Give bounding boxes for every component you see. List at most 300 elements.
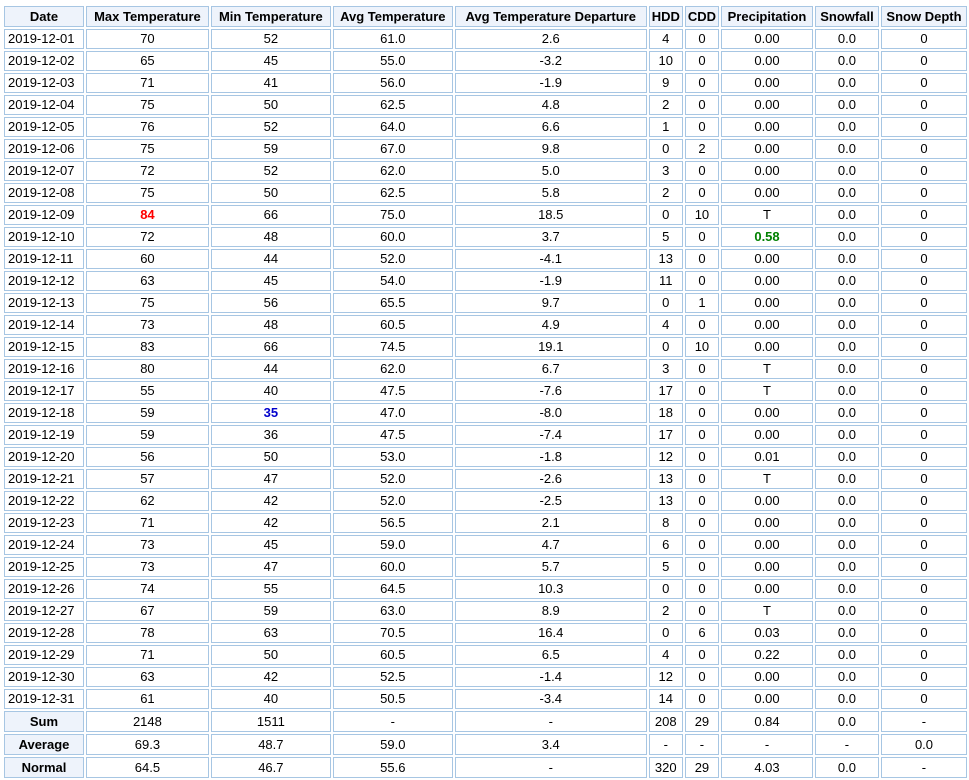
summary-hdd: 208: [649, 711, 683, 732]
cell-min-temperature: 47: [211, 557, 331, 577]
table-row: [4, 579, 967, 599]
cell-avg-temperature: 56.0: [333, 73, 453, 93]
cell-min-temperature: 40: [211, 381, 331, 401]
cell-avg-temperature: 70.5: [333, 623, 453, 643]
cell-max-temperature: 72: [86, 161, 209, 181]
cell-avg-temperature-departure: -7.4: [455, 425, 647, 445]
summary-hdd: 320: [649, 757, 683, 778]
cell-cdd: 0: [685, 29, 719, 49]
cell-hdd: 3: [649, 161, 683, 181]
cell-max-temperature: 84: [86, 205, 209, 225]
cell-snow-depth: 0: [881, 161, 967, 181]
cell-min-temperature: 35: [211, 403, 331, 423]
cell-avg-temperature: 52.0: [333, 491, 453, 511]
cell-precipitation: 0.00: [721, 249, 813, 269]
header-min-temperature: Min Temperature: [211, 6, 331, 27]
cell-cdd: 0: [685, 381, 719, 401]
cell-precipitation: 0.00: [721, 29, 813, 49]
cell-hdd: 10: [649, 51, 683, 71]
table-row: [4, 491, 967, 511]
cell-snow-depth: 0: [881, 689, 967, 709]
cell-cdd: 6: [685, 623, 719, 643]
cell-avg-temperature-departure: 6.7: [455, 359, 647, 379]
cell-date: 2019-12-14: [4, 315, 84, 335]
cell-min-temperature: 52: [211, 29, 331, 49]
cell-snow-depth: 0: [881, 227, 967, 247]
cell-avg-temperature-departure: 9.8: [455, 139, 647, 159]
cell-snow-depth: 0: [881, 381, 967, 401]
cell-snow-depth: 0: [881, 623, 967, 643]
cell-date: 2019-12-07: [4, 161, 84, 181]
cell-avg-temperature-departure: 9.7: [455, 293, 647, 313]
cell-avg-temperature-departure: -3.2: [455, 51, 647, 71]
cell-min-temperature: 52: [211, 161, 331, 181]
cell-min-temperature: 59: [211, 601, 331, 621]
cell-date: 2019-12-25: [4, 557, 84, 577]
cell-precipitation: 0.00: [721, 271, 813, 291]
summary-precipitation: 0.84: [721, 711, 813, 732]
cell-precipitation: T: [721, 359, 813, 379]
cell-precipitation: 0.00: [721, 579, 813, 599]
header-avg-temperature: Avg Temperature: [333, 6, 453, 27]
table-row: [4, 117, 967, 137]
cell-snowfall: 0.0: [815, 557, 879, 577]
summary-snow-depth: -: [881, 757, 967, 778]
summary-precipitation: 4.03: [721, 757, 813, 778]
summary-label: Normal: [4, 757, 84, 778]
cell-cdd: 1: [685, 293, 719, 313]
cell-hdd: 2: [649, 601, 683, 621]
cell-snowfall: 0.0: [815, 315, 879, 335]
cell-snow-depth: 0: [881, 51, 967, 71]
table-row: [4, 535, 967, 555]
cell-avg-temperature: 64.0: [333, 117, 453, 137]
header-snow-depth: Snow Depth: [881, 6, 967, 27]
cell-avg-temperature-departure: 5.7: [455, 557, 647, 577]
cell-avg-temperature-departure: -1.9: [455, 73, 647, 93]
cell-avg-temperature: 47.5: [333, 381, 453, 401]
table-row: [4, 403, 967, 423]
header-avg-temperature-departure: Avg Temperature Departure: [455, 6, 647, 27]
cell-snowfall: 0.0: [815, 139, 879, 159]
cell-snowfall: 0.0: [815, 249, 879, 269]
summary-snow-depth: -: [881, 711, 967, 732]
cell-precipitation: T: [721, 381, 813, 401]
cell-snow-depth: 0: [881, 645, 967, 665]
cell-max-temperature: 63: [86, 667, 209, 687]
cell-snow-depth: 0: [881, 315, 967, 335]
cell-avg-temperature: 62.5: [333, 183, 453, 203]
cell-snow-depth: 0: [881, 579, 967, 599]
cell-date: 2019-12-02: [4, 51, 84, 71]
cell-avg-temperature-departure: 18.5: [455, 205, 647, 225]
cell-hdd: 2: [649, 95, 683, 115]
table-row: [4, 315, 967, 335]
cell-date: 2019-12-22: [4, 491, 84, 511]
cell-cdd: 0: [685, 513, 719, 533]
cell-avg-temperature-departure: -8.0: [455, 403, 647, 423]
summary-hdd: -: [649, 734, 683, 755]
cell-min-temperature: 42: [211, 667, 331, 687]
cell-max-temperature: 55: [86, 381, 209, 401]
cell-date: 2019-12-27: [4, 601, 84, 621]
cell-avg-temperature: 62.0: [333, 359, 453, 379]
table-row: [4, 139, 967, 159]
cell-date: 2019-12-15: [4, 337, 84, 357]
cell-avg-temperature: 60.0: [333, 557, 453, 577]
table-header-row: [4, 6, 967, 27]
cell-min-temperature: 45: [211, 51, 331, 71]
cell-snowfall: 0.0: [815, 73, 879, 93]
cell-max-temperature: 70: [86, 29, 209, 49]
cell-precipitation: 0.00: [721, 293, 813, 313]
cell-snow-depth: 0: [881, 447, 967, 467]
table-row: [4, 513, 967, 533]
cell-hdd: 0: [649, 623, 683, 643]
summary-max-temperature: 2148: [86, 711, 209, 732]
table-row: [4, 271, 967, 291]
cell-snow-depth: 0: [881, 139, 967, 159]
cell-precipitation: 0.03: [721, 623, 813, 643]
cell-date: 2019-12-16: [4, 359, 84, 379]
summary-label: Sum: [4, 711, 84, 732]
cell-min-temperature: 41: [211, 73, 331, 93]
cell-date: 2019-12-20: [4, 447, 84, 467]
table-row: [4, 183, 967, 203]
cell-snowfall: 0.0: [815, 51, 879, 71]
cell-precipitation: 0.00: [721, 513, 813, 533]
cell-snow-depth: 0: [881, 469, 967, 489]
summary-avg-temperature-departure: 3.4: [455, 734, 647, 755]
cell-hdd: 0: [649, 139, 683, 159]
cell-date: 2019-12-24: [4, 535, 84, 555]
table-row: [4, 623, 967, 643]
cell-date: 2019-12-01: [4, 29, 84, 49]
table-row: [4, 645, 967, 665]
cell-precipitation: 0.00: [721, 139, 813, 159]
cell-precipitation: 0.00: [721, 337, 813, 357]
table-row: [4, 601, 967, 621]
cell-min-temperature: 42: [211, 513, 331, 533]
cell-hdd: 6: [649, 535, 683, 555]
cell-hdd: 2: [649, 183, 683, 203]
cell-snowfall: 0.0: [815, 579, 879, 599]
cell-avg-temperature-departure: 2.1: [455, 513, 647, 533]
cell-snowfall: 0.0: [815, 689, 879, 709]
cell-max-temperature: 72: [86, 227, 209, 247]
cell-hdd: 12: [649, 447, 683, 467]
header-date: Date: [4, 6, 84, 27]
cell-cdd: 0: [685, 601, 719, 621]
cell-avg-temperature-departure: 4.7: [455, 535, 647, 555]
cell-hdd: 5: [649, 557, 683, 577]
cell-snow-depth: 0: [881, 337, 967, 357]
cell-snowfall: 0.0: [815, 623, 879, 643]
cell-hdd: 0: [649, 337, 683, 357]
cell-cdd: 0: [685, 447, 719, 467]
cell-date: 2019-12-05: [4, 117, 84, 137]
cell-snowfall: 0.0: [815, 491, 879, 511]
cell-snow-depth: 0: [881, 271, 967, 291]
cell-snow-depth: 0: [881, 95, 967, 115]
cell-hdd: 4: [649, 29, 683, 49]
cell-avg-temperature-departure: 19.1: [455, 337, 647, 357]
summary-max-temperature: 64.5: [86, 757, 209, 778]
cell-snow-depth: 0: [881, 667, 967, 687]
cell-snow-depth: 0: [881, 117, 967, 137]
cell-snow-depth: 0: [881, 183, 967, 203]
cell-cdd: 2: [685, 139, 719, 159]
cell-cdd: 0: [685, 469, 719, 489]
table-row: [4, 359, 967, 379]
cell-precipitation: 0.00: [721, 51, 813, 71]
cell-cdd: 0: [685, 579, 719, 599]
cell-max-temperature: 59: [86, 425, 209, 445]
cell-min-temperature: 36: [211, 425, 331, 445]
cell-avg-temperature-departure: -1.9: [455, 271, 647, 291]
summary-row: [4, 711, 967, 732]
cell-snowfall: 0.0: [815, 95, 879, 115]
cell-min-temperature: 66: [211, 337, 331, 357]
cell-avg-temperature: 75.0: [333, 205, 453, 225]
cell-min-temperature: 48: [211, 315, 331, 335]
cell-hdd: 18: [649, 403, 683, 423]
cell-avg-temperature: 54.0: [333, 271, 453, 291]
cell-min-temperature: 45: [211, 271, 331, 291]
cell-avg-temperature-departure: -1.4: [455, 667, 647, 687]
cell-cdd: 0: [685, 271, 719, 291]
cell-cdd: 0: [685, 645, 719, 665]
cell-date: 2019-12-04: [4, 95, 84, 115]
table-row: [4, 381, 967, 401]
summary-min-temperature: 46.7: [211, 757, 331, 778]
cell-min-temperature: 44: [211, 359, 331, 379]
cell-min-temperature: 44: [211, 249, 331, 269]
cell-avg-temperature-departure: -1.8: [455, 447, 647, 467]
cell-cdd: 0: [685, 667, 719, 687]
cell-avg-temperature-departure: 2.6: [455, 29, 647, 49]
table-summary: [4, 711, 967, 778]
cell-avg-temperature-departure: 6.5: [455, 645, 647, 665]
cell-avg-temperature-departure: -7.6: [455, 381, 647, 401]
cell-max-temperature: 63: [86, 271, 209, 291]
cell-snow-depth: 0: [881, 557, 967, 577]
cell-hdd: 5: [649, 227, 683, 247]
cell-avg-temperature-departure: 10.3: [455, 579, 647, 599]
cell-snowfall: 0.0: [815, 183, 879, 203]
cell-precipitation: 0.00: [721, 183, 813, 203]
cell-max-temperature: 76: [86, 117, 209, 137]
cell-max-temperature: 75: [86, 183, 209, 203]
cell-min-temperature: 50: [211, 95, 331, 115]
cell-avg-temperature-departure: 16.4: [455, 623, 647, 643]
cell-date: 2019-12-12: [4, 271, 84, 291]
cell-precipitation: 0.00: [721, 689, 813, 709]
cell-cdd: 0: [685, 95, 719, 115]
cell-snowfall: 0.0: [815, 205, 879, 225]
cell-avg-temperature-departure: -3.4: [455, 689, 647, 709]
cell-precipitation: 0.00: [721, 425, 813, 445]
cell-snowfall: 0.0: [815, 271, 879, 291]
summary-min-temperature: 48.7: [211, 734, 331, 755]
cell-max-temperature: 61: [86, 689, 209, 709]
table-row: [4, 249, 967, 269]
cell-snow-depth: 0: [881, 513, 967, 533]
table-row: [4, 29, 967, 49]
cell-min-temperature: 52: [211, 117, 331, 137]
cell-snow-depth: 0: [881, 293, 967, 313]
cell-snowfall: 0.0: [815, 337, 879, 357]
cell-snowfall: 0.0: [815, 447, 879, 467]
table-row: [4, 469, 967, 489]
cell-snow-depth: 0: [881, 425, 967, 445]
cell-min-temperature: 48: [211, 227, 331, 247]
table-row: [4, 425, 967, 445]
cell-snowfall: 0.0: [815, 117, 879, 137]
cell-hdd: 4: [649, 315, 683, 335]
table-row: [4, 73, 967, 93]
summary-cdd: 29: [685, 711, 719, 732]
cell-snowfall: 0.0: [815, 381, 879, 401]
cell-precipitation: 0.00: [721, 161, 813, 181]
cell-date: 2019-12-09: [4, 205, 84, 225]
summary-cdd: 29: [685, 757, 719, 778]
cell-avg-temperature: 47.5: [333, 425, 453, 445]
cell-avg-temperature-departure: 3.7: [455, 227, 647, 247]
cell-max-temperature: 73: [86, 557, 209, 577]
summary-precipitation: -: [721, 734, 813, 755]
summary-snowfall: -: [815, 734, 879, 755]
cell-avg-temperature: 55.0: [333, 51, 453, 71]
header-max-temperature: Max Temperature: [86, 6, 209, 27]
cell-snow-depth: 0: [881, 359, 967, 379]
cell-avg-temperature: 64.5: [333, 579, 453, 599]
cell-date: 2019-12-11: [4, 249, 84, 269]
cell-hdd: 13: [649, 249, 683, 269]
cell-cdd: 0: [685, 557, 719, 577]
cell-cdd: 0: [685, 315, 719, 335]
cell-max-temperature: 57: [86, 469, 209, 489]
summary-min-temperature: 1511: [211, 711, 331, 732]
cell-date: 2019-12-19: [4, 425, 84, 445]
cell-hdd: 0: [649, 579, 683, 599]
cell-avg-temperature-departure: 6.6: [455, 117, 647, 137]
cell-avg-temperature: 53.0: [333, 447, 453, 467]
cell-hdd: 8: [649, 513, 683, 533]
cell-snow-depth: 0: [881, 403, 967, 423]
summary-label: Average: [4, 734, 84, 755]
cell-snowfall: 0.0: [815, 535, 879, 555]
cell-avg-temperature-departure: 5.8: [455, 183, 647, 203]
cell-avg-temperature: 47.0: [333, 403, 453, 423]
cell-max-temperature: 67: [86, 601, 209, 621]
cell-max-temperature: 65: [86, 51, 209, 71]
cell-date: 2019-12-23: [4, 513, 84, 533]
cell-cdd: 0: [685, 183, 719, 203]
cell-precipitation: 0.00: [721, 491, 813, 511]
cell-snowfall: 0.0: [815, 425, 879, 445]
cell-precipitation: 0.01: [721, 447, 813, 467]
cell-snow-depth: 0: [881, 73, 967, 93]
cell-min-temperature: 47: [211, 469, 331, 489]
cell-hdd: 13: [649, 491, 683, 511]
cell-snow-depth: 0: [881, 491, 967, 511]
cell-date: 2019-12-06: [4, 139, 84, 159]
cell-max-temperature: 74: [86, 579, 209, 599]
cell-precipitation: 0.58: [721, 227, 813, 247]
cell-hdd: 17: [649, 425, 683, 445]
cell-min-temperature: 50: [211, 183, 331, 203]
cell-max-temperature: 62: [86, 491, 209, 511]
cell-date: 2019-12-08: [4, 183, 84, 203]
cell-precipitation: 0.00: [721, 315, 813, 335]
cell-precipitation: 0.00: [721, 117, 813, 137]
cell-precipitation: 0.00: [721, 535, 813, 555]
summary-cdd: -: [685, 734, 719, 755]
cell-avg-temperature: 61.0: [333, 29, 453, 49]
cell-avg-temperature: 60.5: [333, 315, 453, 335]
cell-min-temperature: 59: [211, 139, 331, 159]
table-body: [4, 29, 967, 709]
cell-min-temperature: 50: [211, 645, 331, 665]
cell-snow-depth: 0: [881, 535, 967, 555]
cell-date: 2019-12-31: [4, 689, 84, 709]
cell-avg-temperature-departure: 8.9: [455, 601, 647, 621]
cell-snowfall: 0.0: [815, 161, 879, 181]
cell-snow-depth: 0: [881, 601, 967, 621]
table-row: [4, 227, 967, 247]
table-row: [4, 557, 967, 577]
summary-row: [4, 757, 967, 778]
cell-avg-temperature: 60.0: [333, 227, 453, 247]
cell-hdd: 13: [649, 469, 683, 489]
cell-cdd: 0: [685, 249, 719, 269]
cell-cdd: 0: [685, 359, 719, 379]
summary-avg-temperature: -: [333, 711, 453, 732]
cell-snowfall: 0.0: [815, 403, 879, 423]
cell-max-temperature: 56: [86, 447, 209, 467]
cell-avg-temperature: 62.5: [333, 95, 453, 115]
summary-snowfall: 0.0: [815, 711, 879, 732]
cell-max-temperature: 73: [86, 535, 209, 555]
cell-date: 2019-12-30: [4, 667, 84, 687]
cell-max-temperature: 71: [86, 645, 209, 665]
table-row: [4, 161, 967, 181]
summary-row: [4, 734, 967, 755]
cell-snow-depth: 0: [881, 249, 967, 269]
cell-cdd: 0: [685, 117, 719, 137]
cell-snowfall: 0.0: [815, 29, 879, 49]
cell-min-temperature: 45: [211, 535, 331, 555]
cell-avg-temperature: 56.5: [333, 513, 453, 533]
cell-max-temperature: 75: [86, 139, 209, 159]
cell-avg-temperature-departure: 4.8: [455, 95, 647, 115]
header-hdd: HDD: [649, 6, 683, 27]
cell-avg-temperature: 52.0: [333, 469, 453, 489]
summary-avg-temperature-departure: -: [455, 757, 647, 778]
summary-avg-temperature: 55.6: [333, 757, 453, 778]
summary-avg-temperature: 59.0: [333, 734, 453, 755]
cell-min-temperature: 63: [211, 623, 331, 643]
cell-hdd: 11: [649, 271, 683, 291]
cell-date: 2019-12-26: [4, 579, 84, 599]
cell-precipitation: 0.22: [721, 645, 813, 665]
cell-precipitation: T: [721, 601, 813, 621]
header-snowfall: Snowfall: [815, 6, 879, 27]
cell-cdd: 0: [685, 425, 719, 445]
cell-avg-temperature: 60.5: [333, 645, 453, 665]
table-row: [4, 447, 967, 467]
